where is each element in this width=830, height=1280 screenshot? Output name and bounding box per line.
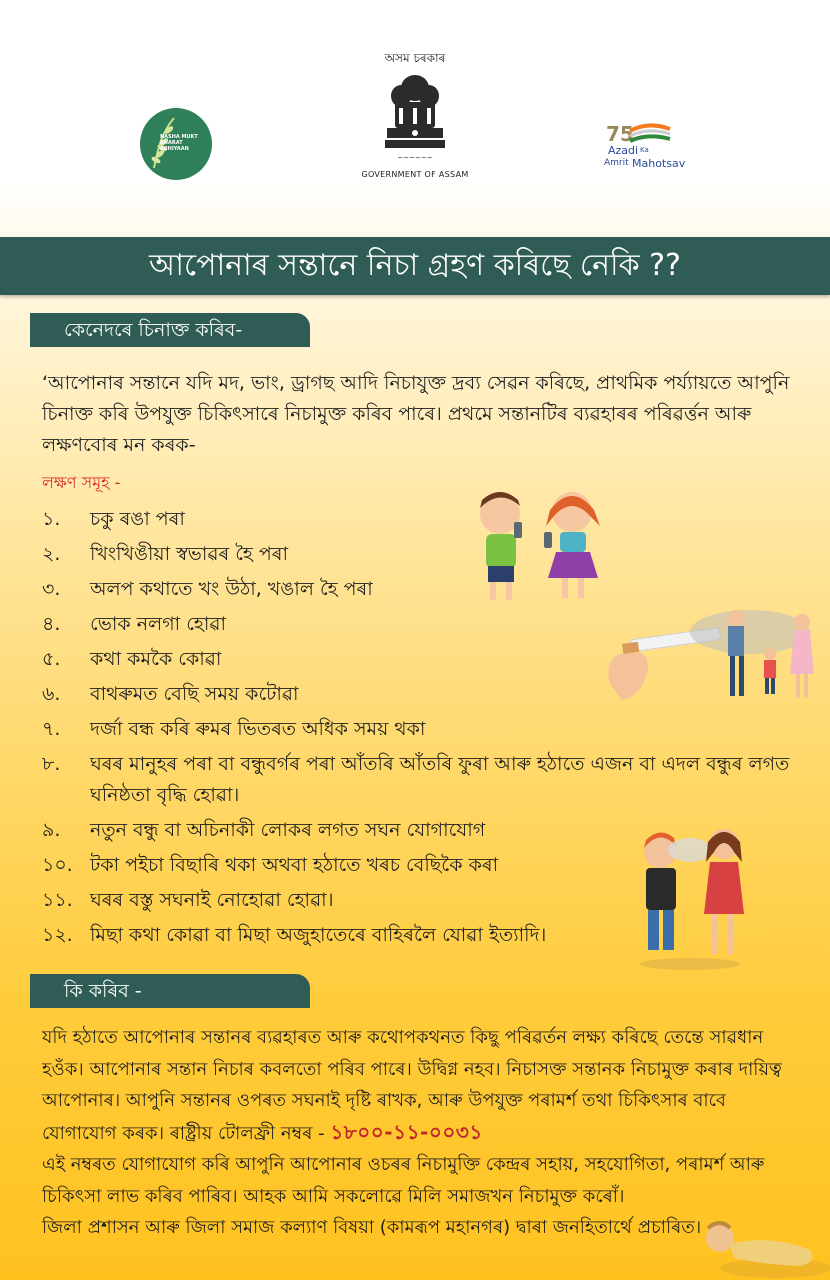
teens-smoking-illustration xyxy=(630,818,750,972)
action-paragraph-2: এই নম্বৰত যোগাযোগ কৰি আপুনি আপোনাৰ ওচৰৰ নিচামুক্তি কেন্দ্ৰৰ সহায়, সহযোগিতা, পৰামৰ্শ আৰু চিকিৎসা লাভ কৰিব পাৰিব। আহক আমি সকলোৱে মিলি সমাজখন নিচামুক্ত কৰোঁ। xyxy=(42,1154,765,1207)
list-number: ৩. xyxy=(42,578,61,600)
action-text-block xyxy=(42,1022,800,1244)
list-text: নতুন বন্ধু বা অচিনাকী লোকৰ লগত সঘন যোগাযোগ xyxy=(90,819,486,841)
smoking-family-illustration xyxy=(600,604,825,708)
list-text: দৰ্জা বন্ধ কৰি ৰুমৰ ভিতৰত অধিক সময় থকা xyxy=(90,718,426,740)
symptoms-heading: লক্ষণ সমূহ - xyxy=(42,473,121,492)
list-number: ১০. xyxy=(42,854,73,876)
nasha-mukt-bharat-text: NASHA MUKT BHARAT ABHIYAAN xyxy=(160,134,198,152)
list-number: ১. xyxy=(42,508,61,530)
list-item xyxy=(42,749,802,811)
azadi-word: Azadi xyxy=(608,144,639,157)
list-number: ২. xyxy=(42,543,61,565)
list-number: ১১. xyxy=(42,889,73,911)
list-number: ৮. xyxy=(42,753,61,775)
list-text: চকু ৰঙা পৰা xyxy=(90,508,185,530)
mahotsav-word: Mahotsav xyxy=(632,157,686,170)
list-text: কথা কমকৈ কোৱা xyxy=(90,648,222,670)
list-number: ৯. xyxy=(42,819,61,841)
list-number: ৭. xyxy=(42,718,61,740)
list-text: টকা পইচা বিছাৰি থকা অথবা হঠাতে খৰচ বেছিকৈ কৰা xyxy=(90,854,499,876)
azadi-ka-amrit-mahotsav-logo xyxy=(604,121,694,171)
list-number: ১২. xyxy=(42,924,73,946)
page-title: আপোনাৰ সন্তানে নিচা গ্ৰহণ কৰিছে নেকি ?? xyxy=(149,248,681,283)
ashoka-emblem-icon xyxy=(377,68,453,164)
identify-section-heading: কেনেদৰে চিনাক্ত কৰিব- xyxy=(30,313,310,347)
list-text: খিংখিঙীয়া স্বভাৱৰ হৈ পৰা xyxy=(90,543,289,565)
list-text: অলপ কথাতে খং উঠা, খঙাল হৈ পৰা xyxy=(90,578,373,600)
list-text: মিছা কথা কোৱা বা মিছা অজুহাতেৰে বাহিৰলৈ যোৱা ইত্যাদি। xyxy=(90,924,547,946)
list-item xyxy=(42,574,802,605)
list-text: ঘৰৰ মানুহৰ পৰা বা বন্ধুবৰ্গৰ পৰা আঁতৰি আঁতৰি ফুৰা আৰু হঠাতে এজন বা এদল বন্ধুৰ লগত ঘনিষ্ঠতা বৃদ্ধি হোৱা। xyxy=(90,753,790,806)
action-section-heading: কি কৰিব - xyxy=(30,974,310,1008)
azadi-number: 75 xyxy=(606,122,634,146)
tollfree-number: ১৮০০-১১-০০৩১ xyxy=(330,1119,483,1144)
identify-intro: ‘আপোনাৰ সন্তানে যদি মদ, ভাং, ড্ৰাগছ আদি নিচাযুক্ত দ্ৰব্য সেৱন কৰিছে, প্ৰাথমিক পৰ্য্যায়তে আপুনি চিনাক্ত কৰি উপযুক্ত চিকিৎসাৰে নিচামুক্ত কৰিব পাৰে। প্ৰথমে সন্তানটিৰ ব্যৱহাৰৰ পৰিৱৰ্ত্তন আৰু লক্ষণবোৰ মন কৰক- xyxy=(42,372,790,456)
list-number: ৫. xyxy=(42,648,61,670)
action-paragraph-1: যদি হঠাতে আপোনাৰ সন্তানৰ ব্যৱহাৰত আৰু কথোপকথনত কিছু পৰিৱৰ্তন লক্ষ্য কৰিছে তেন্তে সাৱধান হওঁক। আপোনাৰ সন্তান নিচাৰ কবলতো পৰিব পাৰে। উদ্বিগ্ন নহব। নিচাসক্ত সন্তানক নিচামুক্ত কৰাৰ দায়িত্ব আপোনাৰ। আপুনি সন্তানৰ ওপৰত সঘনাই দৃষ্টি ৰাখক, আৰু উপযুক্ত পৰামৰ্শ তথা চিকিৎসাৰ বাবে যোগাযোগ কৰক। ৰাষ্ট্ৰীয় টোলফ্ৰী নম্বৰ - xyxy=(42,1027,782,1144)
list-number: ৪. xyxy=(42,613,61,635)
list-text: ভোক নলগা হোৱা xyxy=(90,613,227,635)
gov-assam-english: GOVERNMENT OF ASSAM xyxy=(361,170,469,179)
list-text: ঘৰৰ বস্তু সঘনাই নোহোৱা হোৱা। xyxy=(90,889,334,911)
children-drinking-illustration xyxy=(460,486,620,610)
amrit-word: Amrit xyxy=(604,158,629,168)
svg-text:~~~~~~: ~~~~~~ xyxy=(397,154,433,162)
list-text: বাথৰুমত বেছি সময় কটোৱা xyxy=(90,683,299,705)
ka-word: Ka xyxy=(640,146,649,154)
list-item xyxy=(42,714,802,745)
gov-assam-bengali: অসম চৰকাৰ xyxy=(384,51,446,65)
action-paragraph-3: জিলা প্ৰশাসন আৰু জিলা সমাজ কল্যাণ বিষয়া (কামৰূপ মহানগৰ) দ্বাৰা জনহিতাৰ্থে প্ৰচাৰিত। xyxy=(42,1217,702,1238)
list-item xyxy=(42,539,802,570)
list-number: ৬. xyxy=(42,683,61,705)
list-item xyxy=(42,504,802,535)
